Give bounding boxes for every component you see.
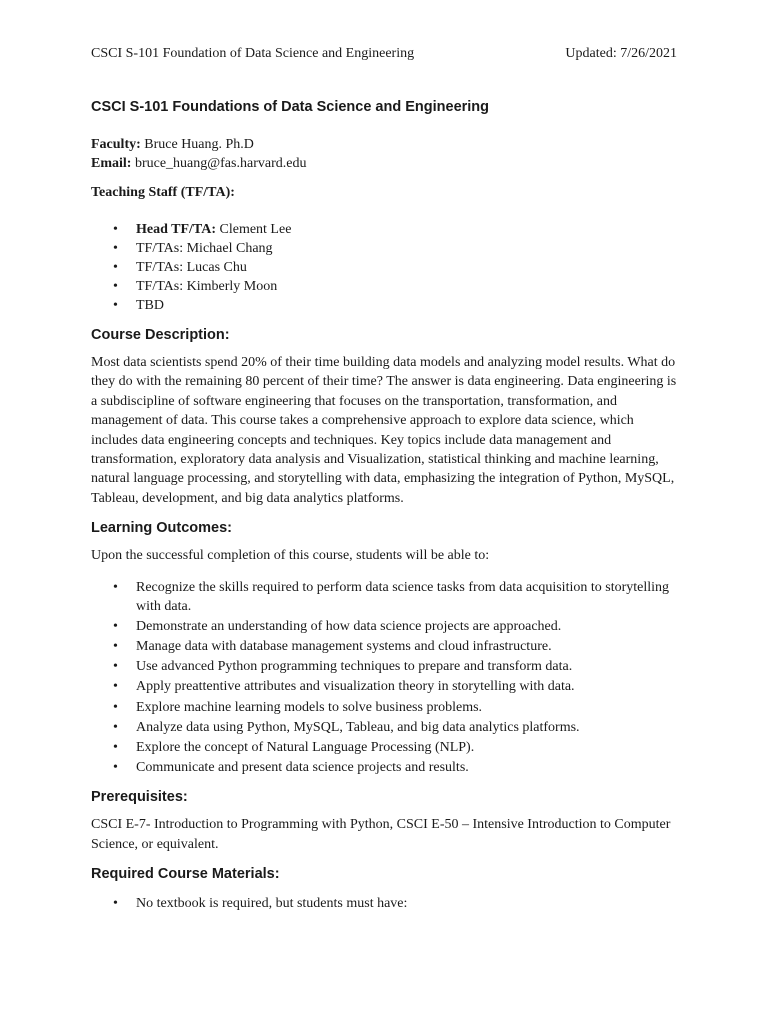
staff-name: TF/TAs: Lucas Chu [136, 260, 247, 275]
learning-outcomes-intro: Upon the successful completion of this course, students will be able to: [91, 548, 490, 564]
required-materials-heading: Required Course Materials: [91, 865, 280, 882]
list-item: • Analyze data using Python, MySQL, Tableau, and big data analytics platforms. [91, 718, 681, 737]
list-item: • Use advanced Python programming techniques to prepare and transform data. [91, 657, 681, 676]
staff-name: Clement Lee [216, 222, 292, 237]
list-item: • Apply preattentive attributes and visualization theory in storytelling with data. [91, 677, 681, 696]
list-item [91, 220, 681, 239]
faculty-label: Faculty: [91, 137, 141, 152]
list-item [91, 296, 681, 315]
header-course-name: CSCI S-101 Foundation of Data Science and Engineering [91, 46, 415, 61]
list-item: • Demonstrate an understanding of how data science projects are approached. [91, 617, 681, 636]
staff-name: TF/TAs: Michael Chang [136, 241, 273, 256]
learning-outcomes-heading: Learning Outcomes: [91, 520, 232, 537]
learning-outcomes-list [91, 578, 681, 778]
faculty-value: Bruce Huang. Ph.D [140, 137, 254, 152]
teaching-staff-heading: Teaching Staff (TF/TA): [91, 185, 235, 200]
email-line [91, 154, 681, 173]
list-item [91, 239, 681, 258]
list-item: • Recognize the skills required to perform data science tasks from data acquisition to storytelling with data. [91, 578, 681, 616]
list-item: • No textbook is required, but students must have: [91, 894, 681, 913]
list-item: • Explore machine learning models to solve business problems. [91, 698, 681, 717]
list-item [91, 277, 681, 296]
prerequisites-text: CSCI E-7- Introduction to Programming with Python, CSCI E-50 – Intensive Introduction to Computer Science, or equivalent. [91, 817, 671, 852]
email-value: bruce_huang@fas.harvard.edu [131, 156, 307, 171]
course-description-text: Most data scientists spend 20% of their time building data models and analyzing model results. What do they do with the remaining 80 percent of their time? The answer is data engineering. Data engineering is a subdiscipline of software engineering that focuses on the transportation, transformation, and management of data. This course takes a comprehensive approach to explore data science, which includes data engineering concepts and techniques. Key topics include data management and transformation, exploratory data analysis and Visualization, statistical thinking and machine learning, natural language processing, and storytelling with data, emphasizing the integration of Python, MySQL, Tableau, development, and big data analytics platforms. [91, 355, 677, 506]
email-label: Email: [91, 156, 132, 171]
teaching-staff-list [91, 220, 681, 315]
list-item: • Explore the concept of Natural Language Processing (NLP). [91, 738, 681, 757]
staff-name: TF/TAs: Kimberly Moon [136, 279, 278, 294]
document-title: CSCI S-101 Foundations of Data Science and Engineering [91, 99, 490, 115]
page-header [91, 46, 677, 62]
prerequisites-heading: Prerequisites: [91, 789, 188, 806]
list-item: • Communicate and present data science projects and results. [91, 758, 681, 777]
list-item: • Manage data with database management systems and cloud infrastructure. [91, 637, 681, 656]
header-updated-date: Updated: 7/26/2021 [565, 46, 677, 61]
staff-name: TBD [136, 298, 164, 313]
staff-role-label: Head TF/TA: [136, 222, 216, 237]
document-body [91, 99, 681, 913]
required-materials-list [91, 894, 681, 913]
list-item [91, 258, 681, 277]
course-description-heading: Course Description: [91, 327, 230, 343]
faculty-line [91, 135, 681, 154]
